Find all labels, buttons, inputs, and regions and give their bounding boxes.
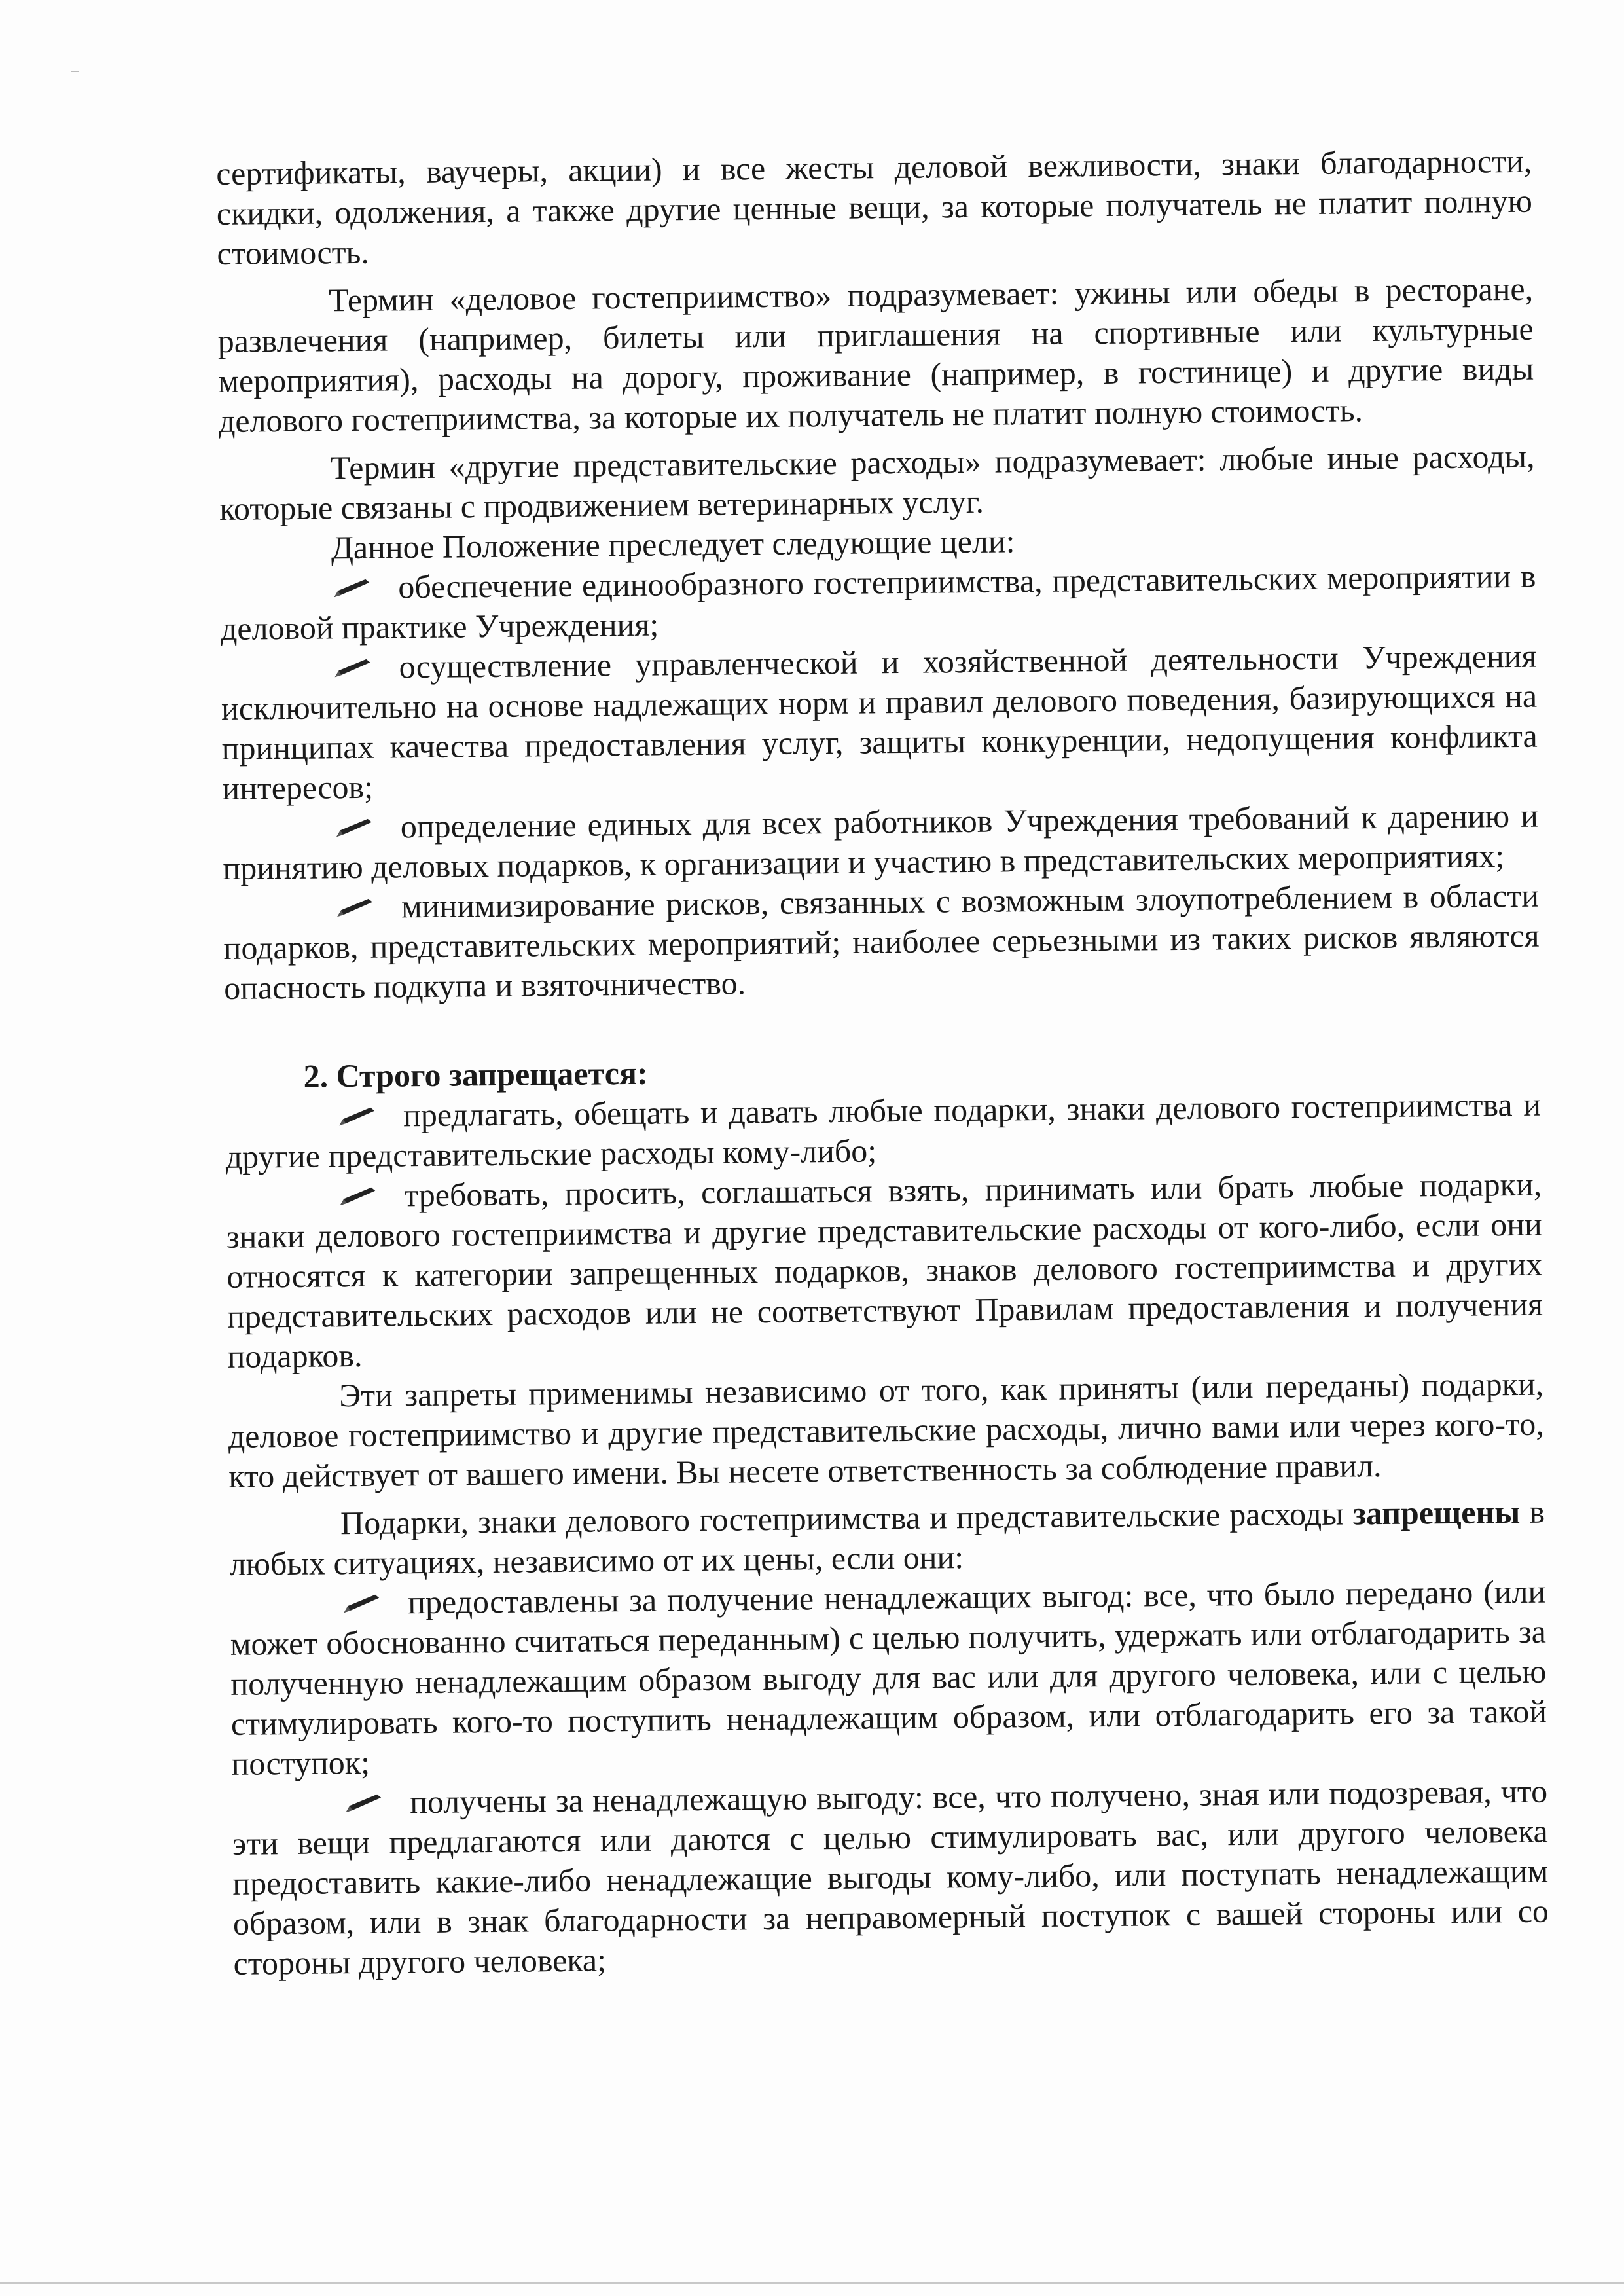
condition-text: предоставлены за получение ненадлежащих выгод: все, что было передано (или может обоснованно считаться переданным) с целью получить, удержать или отблагодарить за полученную ненадлежащим образом выгоду для вас или для другого человека, или с целью стимулировать кого-то поступить ненадлежащим образом, или отблагодарить его за такой поступок; [230,1573,1547,1782]
goal-item [220,556,1536,649]
pencil-icon [332,657,372,680]
pencil-icon [334,897,375,920]
paragraph-gifts-definition-end: сертификаты, ваучеры, акции) и все жесты деловой вежливости, знаки благодарности, скидки, одолжения, а также другие ценные вещи, за которые получатель не платит полную стоимость. [216,142,1533,272]
condition-item [232,1772,1549,1984]
condition-item [230,1572,1547,1784]
goal-text: обеспечение единообразного гостеприимства, представительских мероприятии в деловой практике Учреждения; [220,557,1536,647]
goal-item [223,796,1539,888]
prohibited-text: требовать, просить, соглашаться взять, принимать или брать любые подарки, знаки делового гостеприимства и другие представительские расходы от кого-либо, если они относятся к категории запрещенных подарков, знаков делового гостеприимства и других представительских расходов или не соответствуют Правилам предоставления и получения подарков. [226,1165,1543,1375]
pencil-icon [331,577,372,600]
section-heading: 2. Строго запрещается: [303,1054,648,1095]
paragraph-goals-intro: Данное Положение преследует следующие цели: [331,522,1015,566]
pencil-icon [341,1593,382,1616]
scan-bottom-edge [0,2282,1624,2284]
goal-item [223,876,1540,1008]
paragraph-forbidden-intro [229,1492,1545,1584]
prohibited-text: предлагать, обещать и давать любые подарки, знаки делового гостеприимства и другие представительские расходы кому-либо; [225,1085,1542,1175]
prohibited-item [225,1085,1542,1177]
paragraph-prohibitions-scope: Эти запреты применимы независимо от того, как приняты (или переданы) подарки, деловое гостеприимство и другие представительские расходы, лично вами или через кого-то, кто действует от вашего имени. Вы несете ответственность за соблюдение правил. [228,1365,1544,1495]
goal-text: определение единых для всех работников Учреждения требований к дарению и принятию деловых подарков, к организации и участию в представительских мероприятиях; [223,797,1539,886]
goal-text: минимизирование рисков, связанных с возможным злоупотреблением в области подарков, представительских мероприятий; наиболее серьезными из таких рисков являются опасность подкупа и взяточничество. [223,877,1540,1006]
forbidden-emphasis: запрещены [1352,1493,1521,1532]
pencil-icon [336,1106,377,1129]
pencil-icon [343,1793,384,1815]
forbidden-intro-start: Подарки, знаки делового гостеприимства и представительские расходы [340,1495,1354,1542]
goal-item [221,636,1538,809]
prohibited-item [226,1165,1543,1377]
paragraph-other-expenses-term: Термин «другие представительские расходы» подразумевает: любые иные расходы, которые связаны с продвижением ветеринарных услуг. [219,437,1535,527]
goal-text: осуществление управленческой и хозяйственной деятельности Учреждения исключительно на основе надлежащих норм и правил делового поведения, базирующихся на принципах качества предоставления услуг, защиты конкуренции, недопущения конфликта интересов; [221,637,1538,807]
pencil-icon [334,817,374,840]
scan-speck [71,71,79,72]
condition-text: получены за ненадлежащую выгоду: все, что получено, зная или подозревая, что эти вещи предлагаются или даются с целью стимулировать вас, или другого человека предоставить какие-либо ненадлежащие выгоды кому-либо, или поступать ненадлежащим образом, или в знак благодарности за неправомерный поступок с вашей стороны или со стороны другого человека; [232,1772,1549,1982]
paragraph-hospitality-term: Термин «деловое гостеприимство» подразумевает: ужины или обеды в ресторане, развлечения (например, билеты или приглашения на спортивные или культурные мероприятия), расходы на дорогу, проживание (например, в гостинице) и другие виды делового гостеприимства, за которые их получатель не платит полную стоимость. [217,270,1534,439]
document-body [216,141,1549,1984]
pencil-icon [337,1186,378,1209]
forbidden-intro-end: в любых ситуациях, независимо от их цены, если они: [229,1493,1545,1582]
